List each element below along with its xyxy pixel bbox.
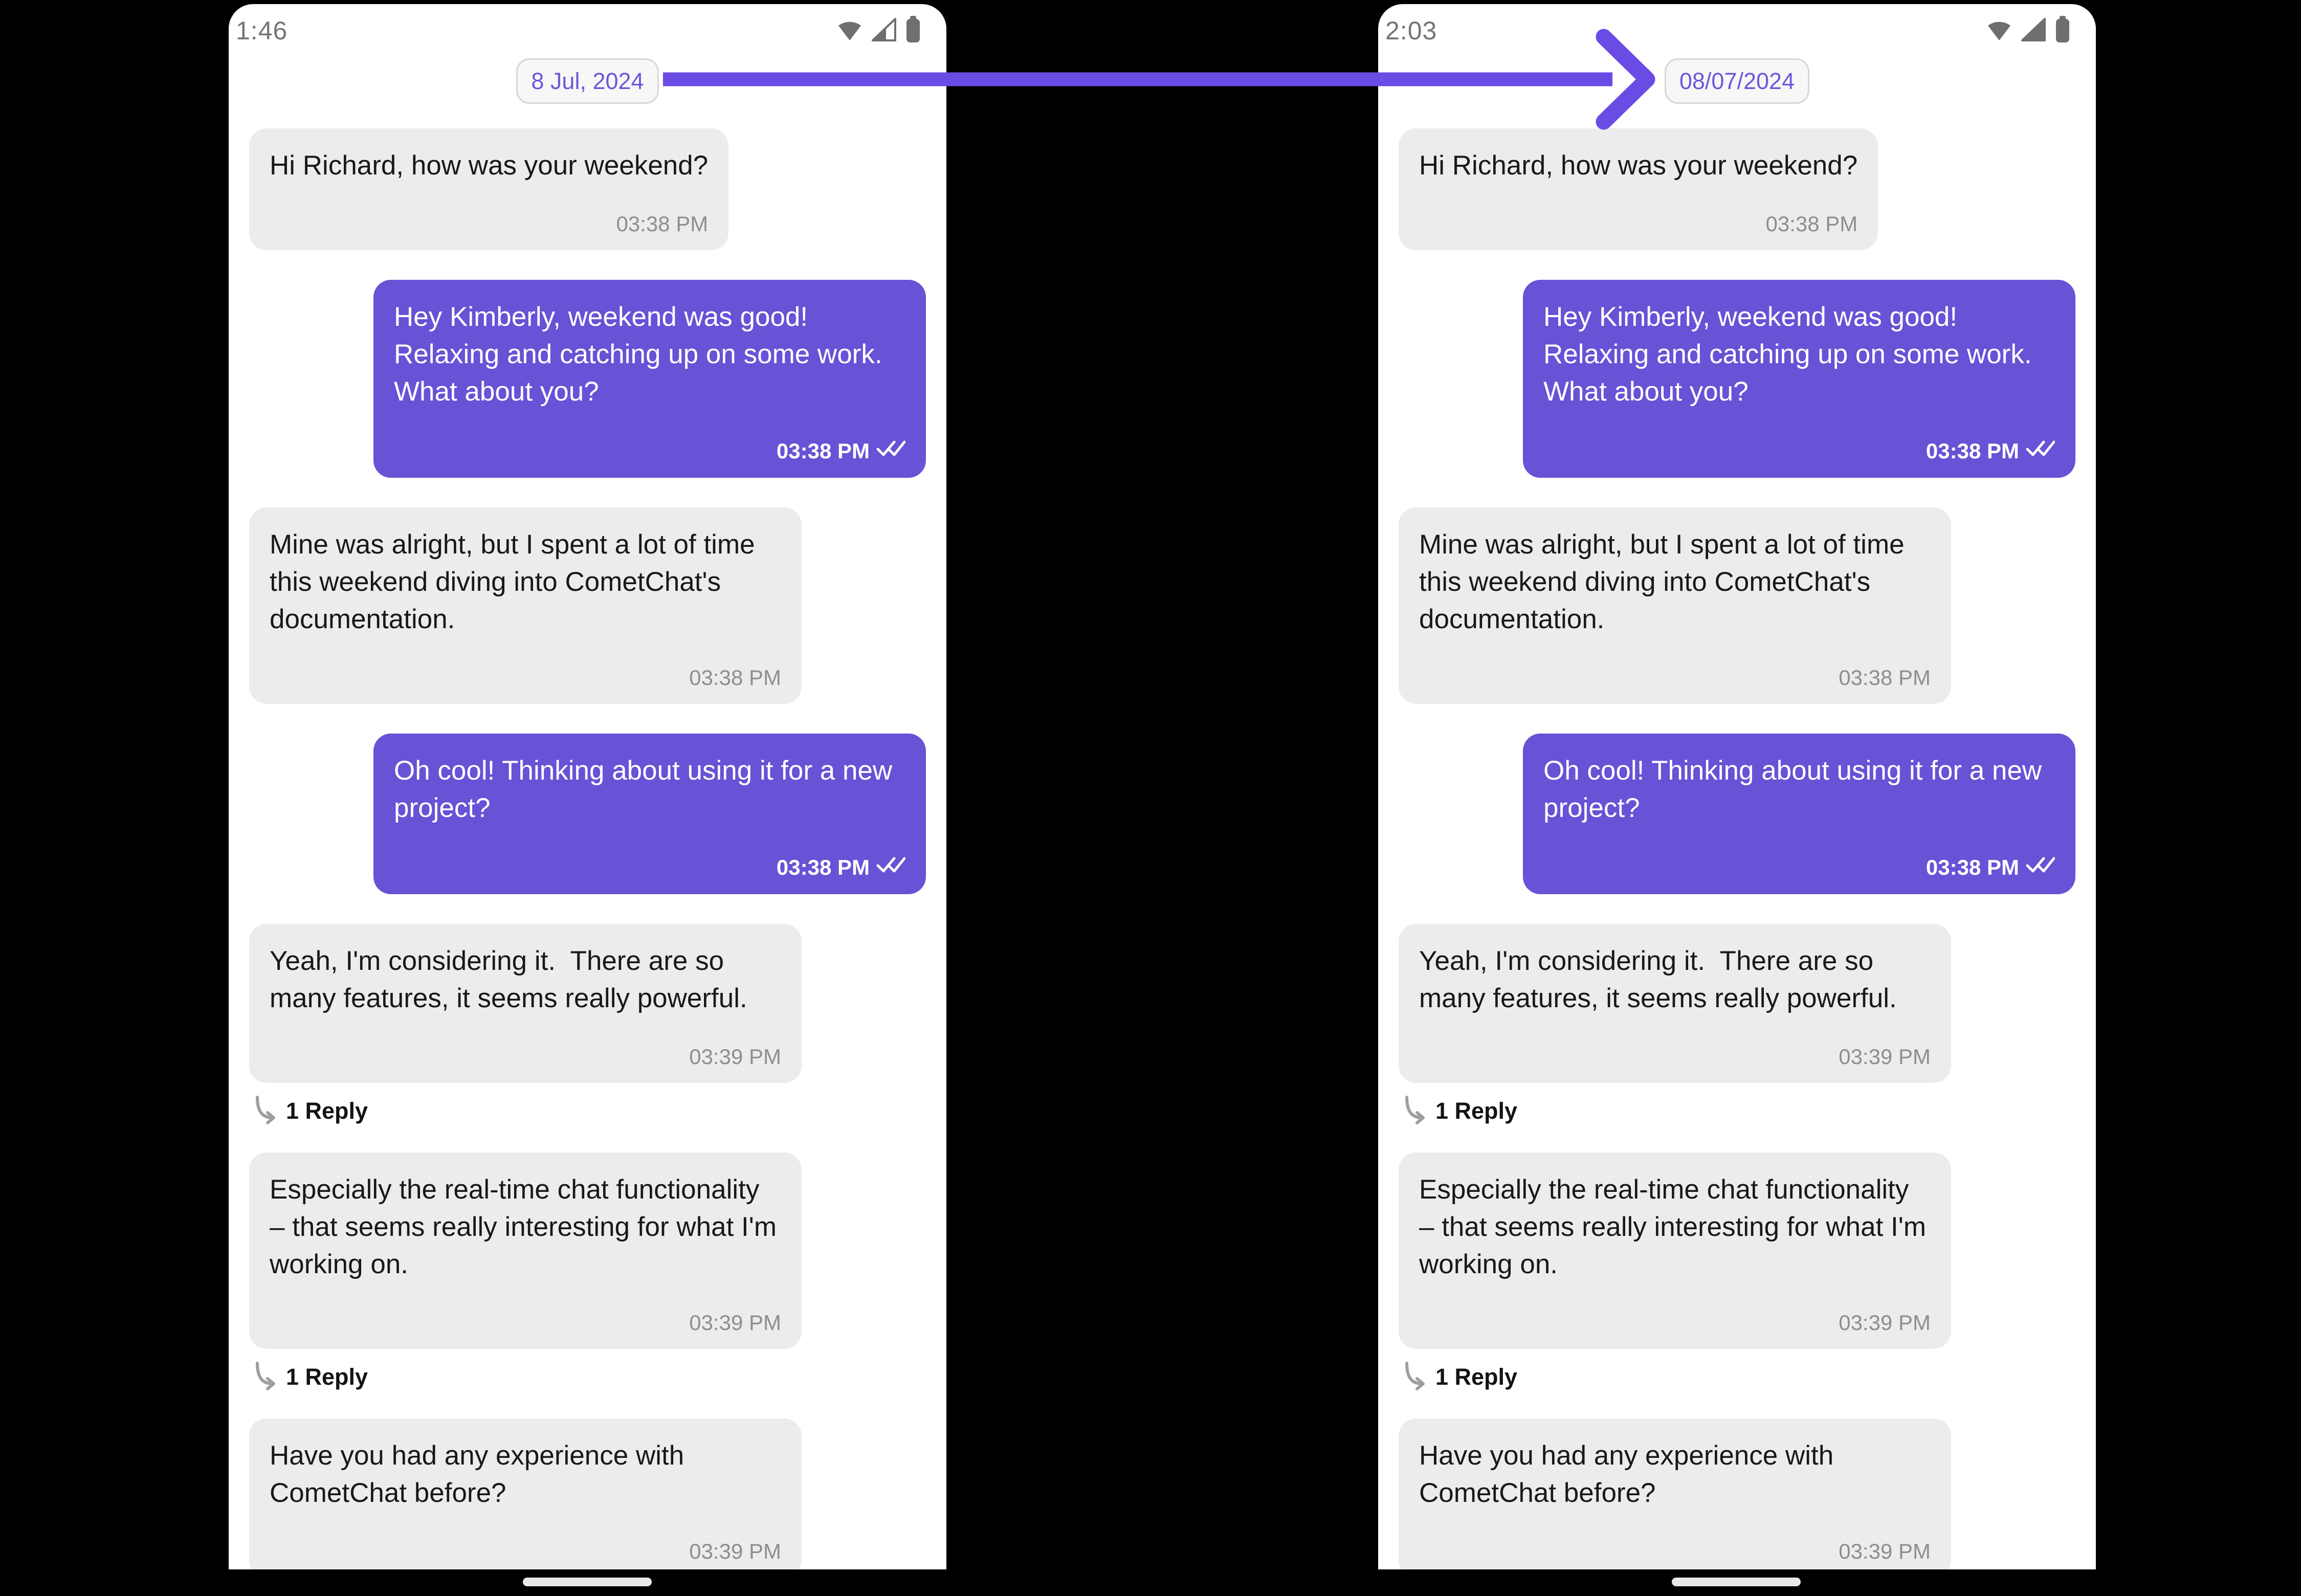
message-text: Have you had any experience with CometChat before? bbox=[270, 1440, 692, 1508]
phone-screenshot-before bbox=[229, 4, 946, 1569]
incoming-message-bubble[interactable] bbox=[1399, 1418, 1951, 1569]
home-indicator[interactable] bbox=[1672, 1578, 1801, 1586]
thread-reply-count: 1 Reply bbox=[1435, 1364, 1518, 1390]
date-format-change-arrow-icon bbox=[660, 26, 1678, 138]
thread-reply-indicator[interactable] bbox=[1401, 1360, 2075, 1394]
cellular-signal-icon bbox=[2020, 17, 2047, 45]
phone-screenshot-after bbox=[1378, 4, 2096, 1569]
incoming-message bbox=[1399, 1418, 2075, 1569]
message-timestamp: 03:39 PM bbox=[689, 1311, 781, 1335]
message-timestamp: 03:38 PM bbox=[1839, 666, 1931, 690]
incoming-message bbox=[249, 1418, 926, 1569]
message-text: Yeah, I'm considering it. There are so many features, it seems really powerful. bbox=[1419, 946, 1897, 1013]
message-timestamp: 03:38 PM bbox=[1926, 438, 2019, 463]
message-timestamp: 03:38 PM bbox=[776, 855, 870, 879]
incoming-message bbox=[1399, 128, 2075, 250]
reply-arrow-icon bbox=[1401, 1095, 1428, 1127]
outgoing-message bbox=[249, 280, 926, 478]
status-clock: 1:46 bbox=[236, 16, 288, 45]
outgoing-message-bubble[interactable] bbox=[373, 734, 926, 894]
message-text: Hi Richard, how was your weekend? bbox=[270, 150, 709, 181]
incoming-message bbox=[1399, 507, 2075, 704]
message-timestamp: 03:39 PM bbox=[1839, 1311, 1931, 1335]
message-timestamp: 03:38 PM bbox=[776, 438, 870, 463]
message-timestamp: 03:39 PM bbox=[1839, 1539, 1931, 1563]
message-text: Mine was alright, but I spent a lot of time this weekend diving into CometChat's documentation. bbox=[1419, 529, 1912, 634]
message-timestamp: 03:38 PM bbox=[1765, 212, 1858, 236]
incoming-message-bubble[interactable] bbox=[249, 1152, 802, 1349]
home-indicator[interactable] bbox=[523, 1578, 652, 1586]
message-text: Oh cool! Thinking about using it for a new project? bbox=[394, 756, 900, 823]
wifi-icon bbox=[1986, 18, 2012, 44]
message-text: Oh cool! Thinking about using it for a new project? bbox=[1543, 756, 2049, 823]
double-check-icon bbox=[876, 438, 905, 463]
outgoing-message-bubble[interactable] bbox=[1523, 280, 2075, 478]
incoming-message-bubble[interactable] bbox=[249, 507, 802, 704]
message-text: Mine was alright, but I spent a lot of time this weekend diving into CometChat's documentation. bbox=[270, 529, 763, 634]
thread-reply-count: 1 Reply bbox=[286, 1364, 368, 1390]
incoming-message-bubble[interactable] bbox=[1399, 507, 1951, 704]
outgoing-message bbox=[249, 734, 926, 894]
thread-reply-indicator[interactable] bbox=[251, 1094, 926, 1128]
message-timestamp: 03:38 PM bbox=[616, 212, 709, 236]
message-text: Hey Kimberly, weekend was good! Relaxing and catching up on some work. What about you? bbox=[1543, 302, 2040, 407]
message-list bbox=[1378, 58, 2096, 1569]
message-text: Have you had any experience with CometChat before? bbox=[1419, 1440, 1841, 1508]
incoming-message-bubble[interactable] bbox=[249, 128, 728, 250]
double-check-icon bbox=[2025, 855, 2055, 880]
double-check-icon bbox=[2025, 438, 2055, 463]
incoming-message-bubble[interactable] bbox=[1399, 924, 1951, 1083]
outgoing-message bbox=[1399, 280, 2075, 478]
message-text: Yeah, I'm considering it. There are so many features, it seems really powerful. bbox=[270, 946, 747, 1013]
battery-icon bbox=[2055, 16, 2070, 46]
outgoing-message-bubble[interactable] bbox=[373, 280, 926, 478]
message-text: Especially the real-time chat functionality – that seems really interesting for what I'm working on. bbox=[1419, 1174, 1934, 1279]
message-text: Especially the real-time chat functionality – that seems really interesting for what I'm working on. bbox=[270, 1174, 784, 1279]
date-separator-chip: 08/07/2024 bbox=[1665, 58, 1809, 104]
message-timestamp: 03:39 PM bbox=[689, 1539, 781, 1563]
incoming-message bbox=[249, 128, 926, 250]
incoming-message bbox=[249, 507, 926, 704]
message-text: Hi Richard, how was your weekend? bbox=[1419, 150, 1858, 181]
message-timestamp: 03:39 PM bbox=[1839, 1045, 1931, 1069]
thread-reply-count: 1 Reply bbox=[1435, 1098, 1518, 1124]
message-text: Hey Kimberly, weekend was good! Relaxing and catching up on some work. What about you? bbox=[394, 302, 890, 407]
date-separator-chip: 8 Jul, 2024 bbox=[516, 58, 658, 104]
message-timestamp: 03:39 PM bbox=[689, 1045, 781, 1069]
thread-reply-indicator[interactable] bbox=[1401, 1094, 2075, 1128]
status-clock: 2:03 bbox=[1385, 16, 1437, 45]
incoming-message bbox=[1399, 1152, 2075, 1349]
message-timestamp: 03:38 PM bbox=[1926, 855, 2019, 879]
thread-reply-count: 1 Reply bbox=[286, 1098, 368, 1124]
reply-arrow-icon bbox=[251, 1361, 279, 1393]
reply-arrow-icon bbox=[1401, 1361, 1428, 1393]
outgoing-message-bubble[interactable] bbox=[1523, 734, 2075, 894]
outgoing-message bbox=[1399, 734, 2075, 894]
incoming-message-bubble[interactable] bbox=[1399, 1152, 1951, 1349]
status-icons bbox=[1986, 16, 2070, 46]
message-timestamp: 03:38 PM bbox=[689, 666, 781, 690]
incoming-message-bubble[interactable] bbox=[1399, 128, 1878, 250]
incoming-message bbox=[249, 924, 926, 1083]
incoming-message bbox=[249, 1152, 926, 1349]
incoming-message-bubble[interactable] bbox=[249, 924, 802, 1083]
incoming-message bbox=[1399, 924, 2075, 1083]
reply-arrow-icon bbox=[251, 1095, 279, 1127]
thread-reply-indicator[interactable] bbox=[251, 1360, 926, 1394]
incoming-message-bubble[interactable] bbox=[249, 1418, 802, 1569]
double-check-icon bbox=[876, 855, 905, 880]
message-list bbox=[229, 58, 946, 1569]
